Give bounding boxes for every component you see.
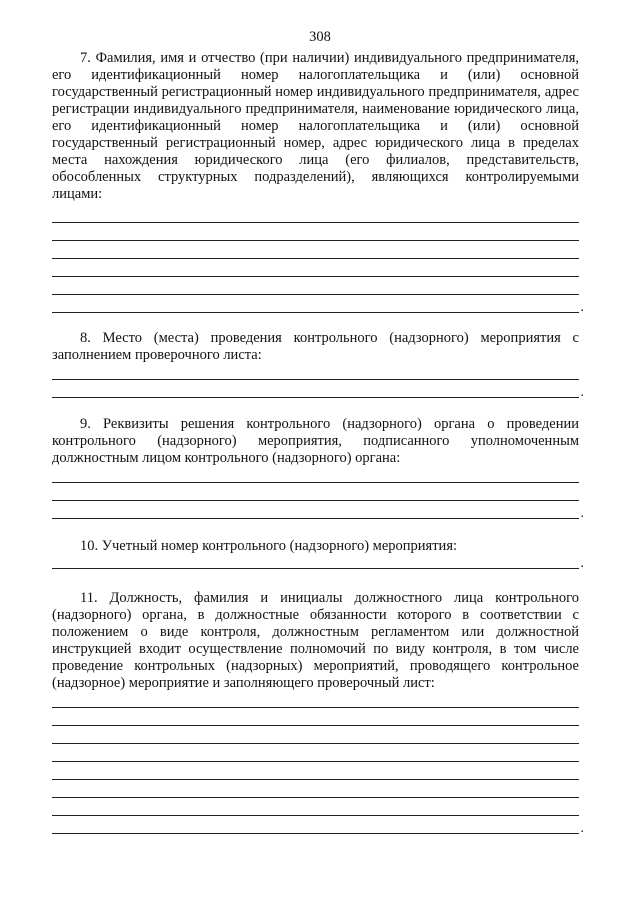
fill-line[interactable] — [52, 222, 579, 223]
end-mark: . — [580, 300, 584, 315]
end-mark: . — [580, 556, 584, 571]
end-mark: . — [580, 506, 584, 521]
fill-line[interactable] — [52, 821, 584, 836]
section-9-fill-lines[interactable] — [52, 482, 584, 521]
fill-line[interactable] — [52, 556, 584, 571]
section-10-fill-lines[interactable] — [52, 556, 584, 571]
fill-line[interactable] — [52, 385, 584, 400]
fill-line[interactable] — [52, 707, 579, 708]
fill-line[interactable] — [52, 506, 584, 521]
section-7 — [52, 50, 579, 203]
fill-line[interactable] — [52, 815, 579, 816]
fill-line[interactable] — [52, 300, 584, 315]
section-11 — [52, 590, 579, 692]
section-9-text: 9. Реквизиты решения контрольного (надзорного) органа о проведении контрольного (надзорного) мероприятия, подписанного уполномоченным должностным лицом контрольного (надзорного) органа: — [52, 416, 579, 466]
fill-line[interactable] — [52, 258, 579, 259]
fill-line[interactable] — [52, 797, 579, 798]
section-10 — [52, 538, 579, 555]
section-11-text: 11. Должность, фамилия и инициалы должностного лица контрольного (надзорного) органа, в должностные обязанности которого в соответствии с положением о виде контроля, должностным регламентом или должностной инструкцией входит осуществление полномочий по виду контроля, в том числе проведение контрольных (надзорных) мероприятий, проводящего контрольное (надзорное) мероприятие и заполняющего проверочный лист: — [52, 590, 579, 691]
fill-line[interactable] — [52, 779, 579, 780]
fill-line[interactable] — [52, 379, 579, 380]
fill-line[interactable] — [52, 725, 579, 726]
fill-line[interactable] — [52, 500, 579, 501]
page-number: 308 — [309, 29, 331, 45]
section-10-text: 10. Учетный номер контрольного (надзорного) мероприятия: — [80, 538, 458, 554]
section-8 — [52, 330, 579, 364]
fill-line[interactable] — [52, 482, 579, 483]
section-11-fill-lines[interactable] — [52, 707, 584, 836]
fill-line[interactable] — [52, 761, 579, 762]
section-7-text: 7. Фамилия, имя и отчество (при наличии) индивидуального предпринимателя, его идентификационный номер налогоплательщика и (или) основной государственный регистрационный номер индивидуального предпринимателя, адрес регистрации индивидуального предпринимателя, наименование юридического лица, его идентификационный номер налогоплательщика и (или) основной государственный регистрационный номер, адрес юридического лица в пределах места нахождения юридического лица (его филиалов, представительств, обособленных структурных подразделений), являющихся контролируемыми лицами: — [52, 50, 579, 202]
fill-line[interactable] — [52, 294, 579, 295]
section-7-fill-lines[interactable] — [52, 222, 584, 315]
fill-line[interactable] — [52, 276, 579, 277]
section-8-fill-lines[interactable] — [52, 379, 584, 400]
fill-line[interactable] — [52, 240, 579, 241]
section-9 — [52, 416, 579, 467]
section-8-text: 8. Место (места) проведения контрольного (надзорного) мероприятия с заполнением проверочного листа: — [52, 330, 579, 363]
fill-line[interactable] — [52, 743, 579, 744]
end-mark: . — [580, 821, 584, 836]
end-mark: . — [580, 385, 584, 400]
